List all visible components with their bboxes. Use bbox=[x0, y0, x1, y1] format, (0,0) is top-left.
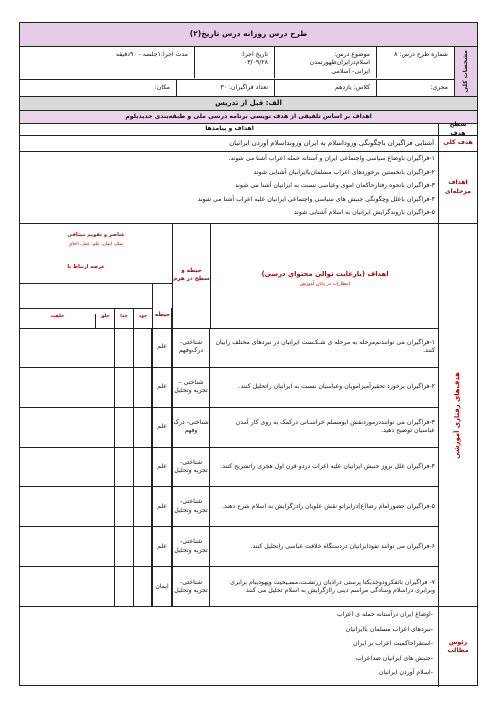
place-label: مکان: bbox=[154, 83, 170, 91]
outline-list bbox=[24, 611, 433, 684]
duration: مدت اجرا:۱جلسه - ۹۰دقیقه bbox=[115, 51, 188, 58]
objective-row bbox=[20, 527, 439, 567]
goals-banner-row bbox=[20, 111, 477, 124]
objective-text: ۷- فراگیران باتفکرودوجدیکتا پرستی درادیان زرتشـت،مسـیحیت ویهودیبام برابری وبرابری دراسلام وسادگی مراسم دینی راازگرایش به اسلام تحلیل می کنند bbox=[230, 578, 435, 595]
goal-level-header: سطح هدف bbox=[449, 121, 467, 137]
objective-domain: علم bbox=[157, 542, 167, 550]
general-section-label: مشخصات کلی bbox=[461, 50, 469, 93]
lesson-plan-number: شماره طرح درس: ۸ bbox=[394, 51, 448, 58]
general-goal-row bbox=[20, 136, 477, 152]
objective-row bbox=[20, 567, 439, 607]
objective-row bbox=[20, 408, 439, 448]
general-section-cell bbox=[455, 47, 477, 96]
outline-item: -جنبش های ایرانیان ضداعراب bbox=[355, 654, 433, 662]
objective-rows bbox=[20, 328, 439, 606]
objective-domain: علم bbox=[157, 383, 167, 391]
outline-item: -استقراحاکمیت اعراب بر ایران bbox=[353, 640, 433, 647]
general-info-block bbox=[20, 47, 477, 97]
objective-level: شناختی- درک وفهم bbox=[172, 408, 210, 447]
behavioral-header bbox=[20, 224, 439, 328]
stage-goal-item: ۲-فراگیران بانخستین برخوردهای اعراب مسلمان‌با‌ایرانیان آشنایی شوند bbox=[253, 168, 435, 176]
goals-header-row bbox=[20, 121, 477, 137]
relation-self: خود bbox=[133, 314, 152, 328]
objective-text: ۲-فراگیران برخورد تحقیرآمیزامویان وعباسیان نسبت به ایرانیان راتحلیل کنند. bbox=[238, 383, 435, 391]
level-title: حیطه و سطح در هرم bbox=[173, 268, 210, 282]
skills-subtitle: تفکر، ایمان، علم، عمل، اخلاق bbox=[68, 242, 124, 247]
outline-item: -اسلام آوردن ایرانیان bbox=[378, 669, 433, 676]
relation-people: خلق bbox=[95, 314, 114, 328]
objective-text: ۱-فراگیران می توانندنم‌مرحله به مرحله ی شـکـست ایرانیان در نبردهای مختلف رابیان کنند. bbox=[215, 339, 435, 355]
objective-row bbox=[20, 448, 439, 488]
objective-level: شناختی- تجزیه وتحلیل bbox=[172, 527, 210, 566]
lesson-plan-sheet bbox=[19, 22, 478, 686]
objectives-subtitle: انتظارات در پایان آموزش bbox=[299, 282, 351, 287]
outline-label: رئوس مطالب bbox=[447, 638, 469, 654]
objective-row bbox=[20, 487, 439, 527]
objective-text: ۴-فراگیران علل بروز جنبش ایرانیان علیه اعراب دردو قرن اول هجری راتشریح کنند. bbox=[220, 462, 435, 470]
stage-goals-list bbox=[24, 155, 435, 223]
lesson-topic-line2: ایرانی- اسلامی bbox=[331, 67, 370, 75]
objective-row bbox=[20, 368, 439, 408]
outline-row bbox=[20, 607, 477, 687]
relations-title: عرصه ارتباط با bbox=[67, 264, 105, 270]
stage-goal-item: ۱-فراگیران باوضاع سیاسی واجتماعی ایران و آستانه حمله اعراب آشنا می شوند. bbox=[228, 155, 435, 162]
lesson-topic: موضوع درس: اسلام‌در‌ایران‌ظهور‌تمدن bbox=[309, 51, 370, 67]
pre-teaching-title: الف: قبل از تدریس bbox=[215, 98, 282, 107]
relation-creation: خلقت bbox=[50, 314, 65, 319]
goals-banner: اهداف بر اساس تلفیقی از هدف نویسی برنامه درسی ملی و طبقه‌بندی جدیدبلوم bbox=[125, 112, 372, 120]
skills-title: عناصر و تفویم میثاقی bbox=[67, 232, 125, 238]
objective-level: شناختی- تجزیه وتحلیل bbox=[172, 487, 210, 526]
objective-domain: علم bbox=[157, 462, 167, 470]
objective-level: شناختی- تجزیه وتحلیل bbox=[172, 448, 210, 487]
objective-level: شناختی- تجزیه وتحلیل bbox=[172, 567, 210, 607]
objective-domain: علم bbox=[157, 422, 167, 430]
objective-domain: ایمان bbox=[155, 582, 169, 590]
objective-text: ۳-فراگیران می تواننددرموردنقش ابومسلم خراسـانی درکمک به روی کار آمدن عباسیان توضیح دهید. bbox=[235, 418, 435, 435]
objective-level: شناختی-درک‌وفهم bbox=[172, 328, 210, 367]
teacher-label: مجری: bbox=[430, 83, 448, 91]
general-goal-text: آشنایی فراگیران باچگونگی ورود‌اسلام به ایران وروند‌اسلام آوردن ایرانیان bbox=[229, 138, 434, 147]
exec-date-value: ۰۳/۰۹/۲۸ bbox=[243, 59, 268, 67]
class-label: کلاس: یازدهم bbox=[335, 83, 370, 91]
domain-title: حیطه bbox=[154, 312, 171, 318]
general-goal-label: هدف کلی bbox=[443, 139, 473, 147]
behavioral-label: هدف‌های رفتاری آموزشی bbox=[453, 371, 462, 459]
objective-level: شناختی – تجزیه وتحلیل bbox=[172, 368, 210, 407]
page-title: طرح درس روزانه درس تاریخ(۲) bbox=[189, 29, 308, 39]
relation-god: خدا bbox=[114, 314, 133, 328]
outline-item: -اوضاع ایران درآستانه حمله ی اعراب bbox=[336, 611, 433, 618]
stage-goals-label: اهداف مرحله‌ای bbox=[444, 179, 472, 195]
objective-domain: علم bbox=[157, 343, 167, 351]
stage-goal-item: ۴-فراگیران باعلل وچگونگی جنبش های سیاسی واجتماعی ایرانیان علیه اعراب آشنا می شوند bbox=[197, 195, 435, 203]
stage-goal-item: ۵-فراگیران باروندگرایش ایرانیان به اسلام آشنایی شوند bbox=[293, 209, 435, 216]
objective-text: ۶-فراگیران می توانند تفوذایرانیان دردستگاه خلافت عباسی راتحلیل کنند. bbox=[250, 542, 435, 550]
objective-row bbox=[20, 328, 439, 368]
stage-goal-item: ۳-فراگیران بانحوه رفتارحاکمان اموی وعباسی نسبت به ایرانیان آشنا می شوند bbox=[234, 182, 435, 189]
pre-teaching-row bbox=[20, 97, 477, 111]
objectives-title: اهداف (بارعایت توالی محتوای درسی) bbox=[261, 270, 389, 278]
stage-goals-row bbox=[20, 152, 477, 224]
outline-item: -نبردهای اعراب مسلمان باایرانیان bbox=[345, 625, 433, 633]
behavioral-objectives-block bbox=[20, 224, 477, 607]
learners-count: تعداد فراگیران: ۳۰ bbox=[220, 83, 268, 91]
title-row bbox=[20, 23, 477, 47]
objective-text: ۵-فراگیران حضورامام رضا(ع)درایرانو نقش علویان رادرگرایش به اسلام شرح دهند. bbox=[222, 502, 435, 510]
exec-date-label: تاریخ اجرا: bbox=[240, 51, 268, 58]
goals-outcomes-header: اهداف و پیامدها bbox=[205, 125, 254, 133]
objective-domain: علم bbox=[157, 502, 167, 510]
